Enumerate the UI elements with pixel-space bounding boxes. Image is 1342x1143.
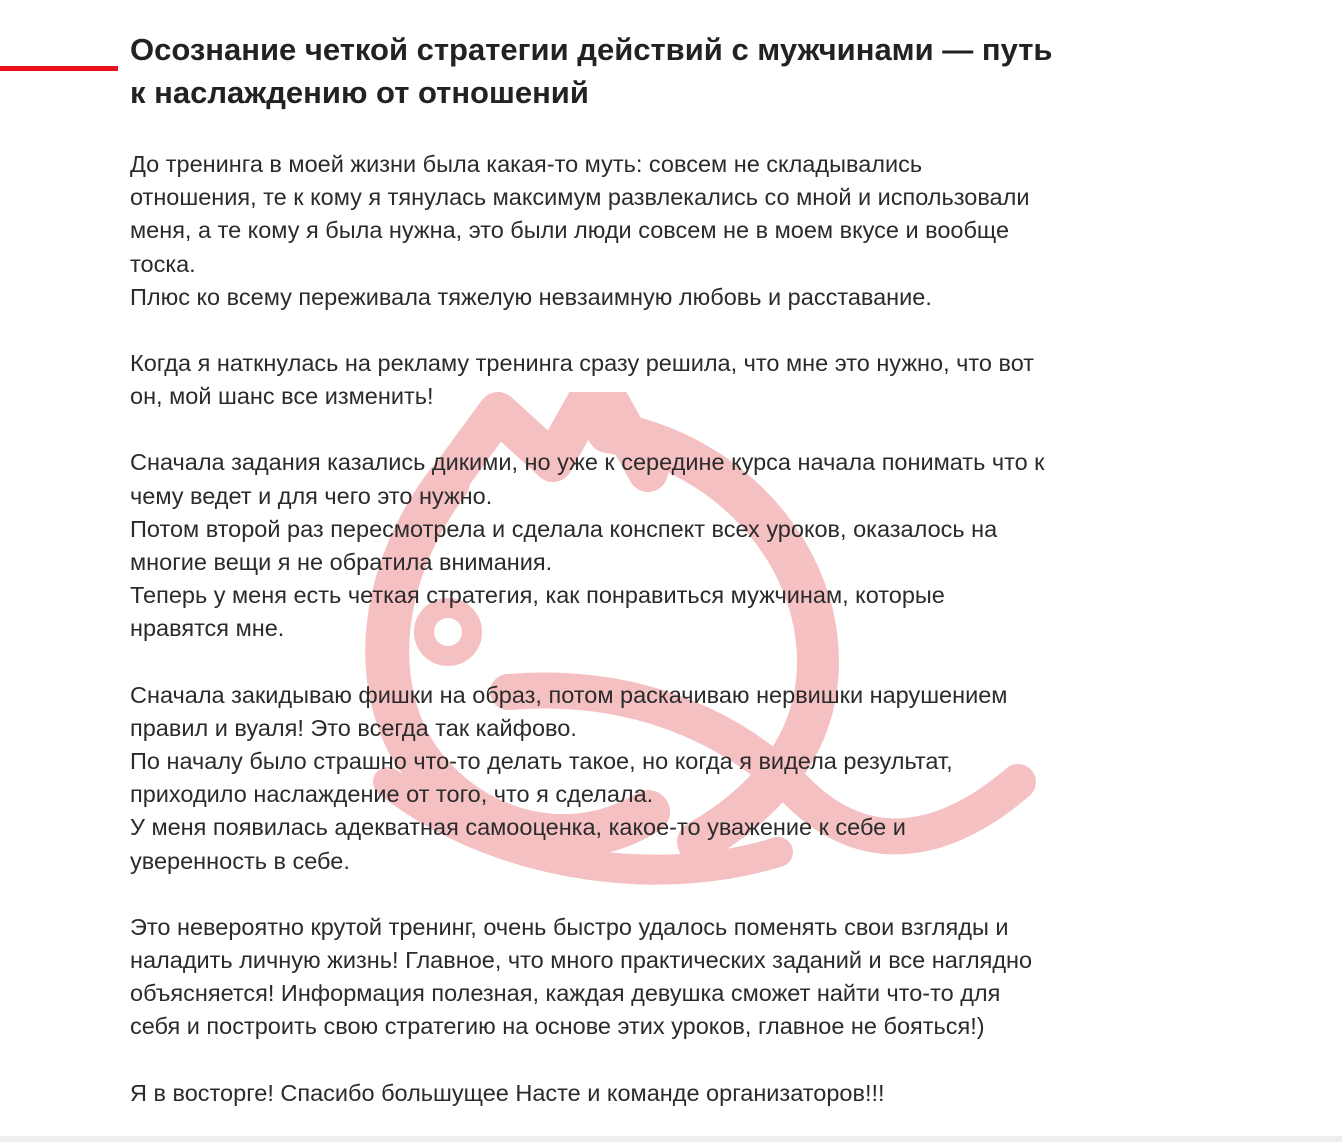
text-line: Теперь у меня есть четкая стратегия, как понравиться мужчинам, которые	[130, 582, 945, 609]
text-line: приходило наслаждение от того, что я сделала.	[130, 781, 654, 808]
paragraph	[130, 911, 1220, 1044]
paragraph	[130, 679, 1220, 878]
text-line: Когда я наткнулась на рекламу тренинга сразу решила, что мне это нужно, что вот	[130, 350, 1035, 377]
text-line: нравятся мне.	[130, 615, 285, 642]
paragraph	[130, 1077, 1220, 1110]
article-title	[130, 28, 1220, 114]
text-line: Это невероятно крутой тренинг, очень быстро удалось поменять свои взгляды и	[130, 913, 1009, 940]
paragraph	[130, 148, 1220, 314]
text-line: чему ведет и для чего это нужно.	[130, 482, 493, 509]
paragraph	[130, 446, 1220, 645]
title-line: Осознание четкой стратегии действий с мужчинами — путь	[130, 32, 1053, 67]
text-line: У меня появилась адекватная самооценка, какое-то уважение к себе и	[130, 814, 906, 841]
text-line: тоска.	[130, 250, 196, 277]
text-line: Сначала закидываю фишки на образ, потом раскачиваю нервишки нарушением	[130, 681, 1008, 708]
accent-bar	[0, 66, 118, 71]
text-line: Я в восторге! Спасибо большущее Насте и команде организаторов!!!	[130, 1079, 885, 1106]
title-line: к наслаждению от отношений	[130, 75, 589, 110]
text-line: Сначала задания казались дикими, но уже к середине курса начала понимать что к	[130, 449, 1045, 476]
text-line: До тренинга в моей жизни была какая-то муть: совсем не складывались	[130, 151, 923, 177]
text-line: Плюс ко всему переживала тяжелую невзаимную любовь и расставание.	[130, 283, 932, 310]
text-line: По началу было страшно что-то делать такое, но когда я видела результат,	[130, 748, 953, 775]
article-body	[130, 148, 1220, 1110]
text-line: уверенность в себе.	[130, 847, 350, 874]
text-line: многие вещи я не обратила внимания.	[130, 549, 553, 576]
text-line: объясняется! Информация полезная, каждая девушка сможет найти что-то для	[130, 980, 1001, 1007]
text-line: отношения, те к кому я тянулась максимум развлекались со мной и использовали	[130, 184, 1030, 211]
text-line: правил и вуаля! Это всегда так кайфово.	[130, 714, 577, 741]
text-line: себя и построить свою стратегию на основе этих уроков, главное не бояться!)	[130, 1013, 985, 1040]
text-line: меня, а те кому я была нужна, это были люди совсем не в моем вкусе и вообще	[130, 217, 1010, 244]
paragraph	[130, 347, 1220, 413]
text-line: наладить личную жизнь! Главное, что много практических заданий и все наглядно	[130, 947, 1033, 974]
testimonial-article	[130, 28, 1220, 1143]
text-line: он, мой шанс все изменить!	[130, 383, 434, 410]
text-line: Потом второй раз пересмотрела и сделала конспект всех уроков, оказалось на	[130, 515, 998, 542]
